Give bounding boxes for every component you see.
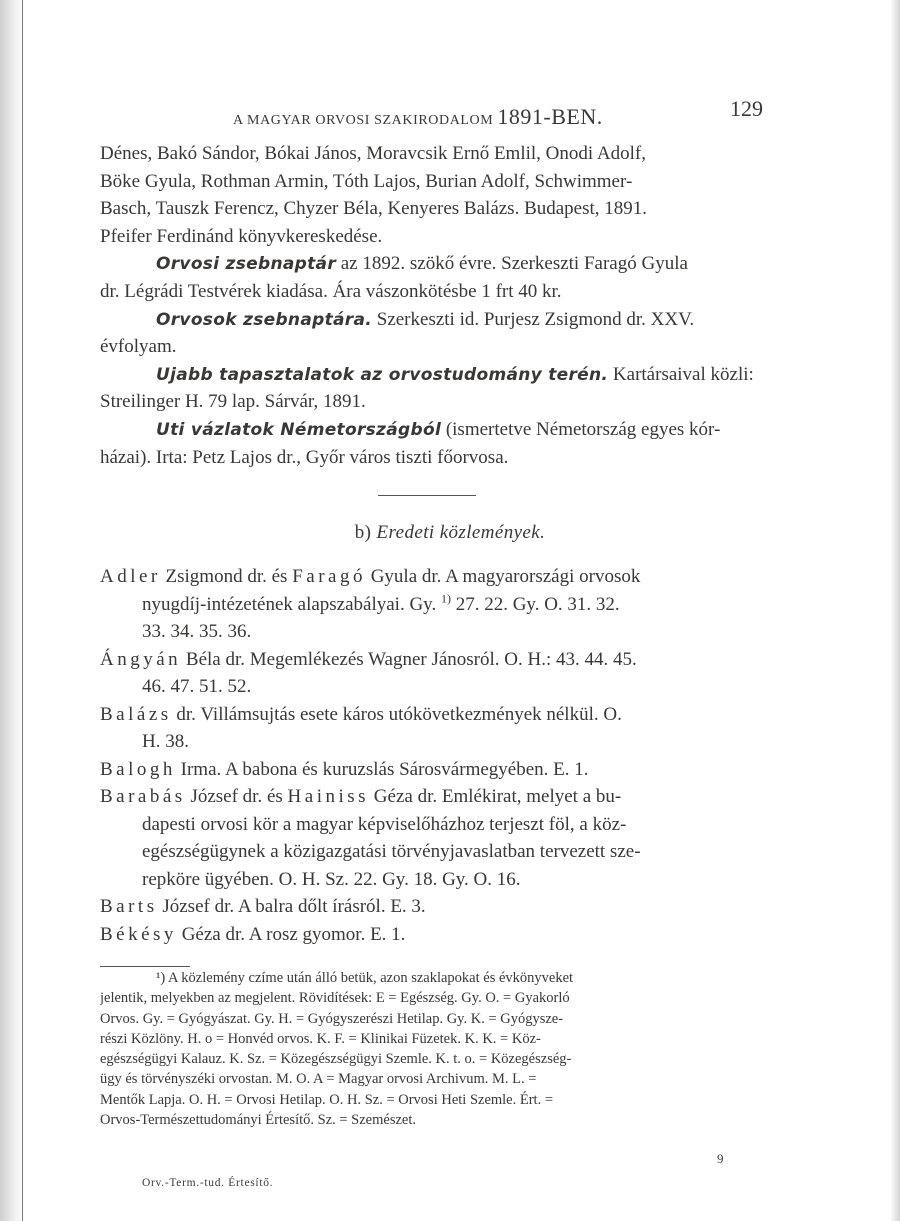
- bib-line: Streilinger H. 79 lap. Sárvár, 1891.: [100, 391, 366, 413]
- list-item-cont: egészségügynek a közigazgatási törvényjavaslatban tervezett sze-: [142, 841, 641, 862]
- list-item: Békésy Géza dr. A rosz gyomor. E. 1.: [100, 923, 406, 945]
- footnote-line: egészségügyi Kalauz. K. Sz. = Közegészségügyi Szemle. K. t. o. = Közegészség-: [100, 1051, 572, 1068]
- bib-line: Dénes, Bakó Sándor, Bókai János, Moravcsik Ernő Emlil, Onodi Adolf,: [100, 143, 646, 164]
- bib-line: Böke Gyula, Rothman Armin, Tóth Lajos, Burian Adolf, Schwimmer-: [100, 170, 633, 192]
- bib-entry-title: Ujabb tapasztalatok az orvostudomány terén.: [156, 364, 609, 385]
- list-item-cont: repköre ügyében. O. H. Sz. 22. Gy. 18. Gy. O. 16.: [142, 868, 521, 890]
- running-title: A MAGYAR ORVOSI SZAKIRODALOM 1891-BEN.: [233, 104, 603, 129]
- section-divider: [378, 495, 476, 496]
- bib-entry-title: Uti vázlatok Németországból: [156, 419, 442, 440]
- author-name: Barts: [100, 896, 158, 917]
- author-name: Ángyán: [100, 648, 182, 670]
- list-item-cont: nyugdíj-intézetének alapszabályai. Gy. $^{1)}$ 27. 22. Gy. O. 31. 32.: [142, 591, 620, 615]
- footnote-line: Orvos. Gy. = Gyógyászat. Gy. H. = Gyógyszerészi Hetilap. Gy. K. = Gyógysze-: [100, 1010, 564, 1027]
- bib-entry: Orvosi zsebnaptár az 1892. szökő évre. Szerkeszti Faragó Gyula: [156, 253, 688, 275]
- footnote-line: részi Közlöny. H. o = Honvéd orvos. K. F. = Klinikai Füzetek. K. K. = Köz-: [100, 1030, 541, 1047]
- list-item: Barts József dr. A balra dőlt írásról. E. 3.: [100, 896, 426, 917]
- author-name: Békésy: [100, 923, 177, 945]
- page-number: 129: [730, 96, 763, 121]
- bib-line: házai). Irta: Petz Lajos dr., Győr város tiszti főorvosa.: [100, 446, 509, 468]
- footnote-line: ügy és törvényszéki orvostan. M. O. A = Magyar orvosi Archivum. M. L. =: [100, 1071, 537, 1088]
- scan-edge-shadow-right: [890, 0, 900, 1221]
- footnote-ref: 1): [440, 591, 451, 606]
- section-heading-title: Eredeti közlemények.: [376, 522, 546, 543]
- running-title-year: 1891-BEN.: [497, 104, 603, 129]
- bib-entry-title: Orvosok zsebnaptára.: [156, 309, 372, 330]
- running-header: [233, 96, 763, 129]
- bib-line: Basch, Tauszk Ferencz, Chyzer Béla, Kenyeres Balázs. Budapest, 1891.: [100, 198, 648, 220]
- footnote-line: Mentők Lapja. O. H. = Orvosi Hetilap. O. H. Sz. = Orvosi Heti Szemle. Ért. =: [100, 1091, 554, 1108]
- bibliography-block: [100, 140, 770, 471]
- author-name: Faragó: [292, 566, 366, 587]
- bib-line: dr. Légrádi Testvérek kiadása. Ára vászonkötésbe 1 frt 40 kr.: [100, 280, 562, 302]
- author-name: Adler: [100, 566, 161, 587]
- list-item: Balázs dr. Villámsujtás esete káros utókövetkezmények nélkül. O.: [100, 703, 622, 725]
- footnote-divider: [100, 966, 190, 967]
- bib-line: Pfeifer Ferdinánd könyvkereskedése.: [100, 225, 383, 247]
- bib-entry: Orvosok zsebnaptára. Szerkeszti id. Purjesz Zsigmond dr. XXV.: [156, 308, 695, 330]
- signature-mark: 9: [717, 1151, 724, 1166]
- list-item-cont: 46. 47. 51. 52.: [142, 676, 252, 697]
- list-item: Adler Zsigmond dr. és Faragó Gyula dr. A magyarországi orvosok: [100, 566, 641, 587]
- bib-entry-title: Orvosi zsebnaptár: [156, 254, 336, 275]
- list-item-cont: dapesti orvosi kör a magyar képviselőházhoz terjeszt föl, a köz-: [142, 813, 627, 835]
- author-name: Balogh: [100, 758, 176, 780]
- list-item-cont: H. 38.: [142, 731, 189, 752]
- author-name: Balázs: [100, 703, 172, 725]
- list-item-cont: 33. 34. 35. 36.: [142, 621, 252, 642]
- bib-line: évfolyam.: [100, 336, 177, 358]
- author-name: Barabás: [100, 786, 186, 807]
- footnote-block: [100, 968, 780, 1130]
- bib-entry: Ujabb tapasztalatok az orvostudomány terén. Kartársaival közli:: [156, 363, 754, 385]
- footnote-line: jelentik, melyekben az megjelent. Rövidítések: E = Egészség. Gy. O. = Gyakorló: [100, 990, 570, 1007]
- footnote-line: Orvos-Természettudományi Értesítő. Sz. = Szemészet.: [100, 1112, 417, 1129]
- list-item: Balogh Irma. A babona és kuruzslás Sárosvármegyében. E. 1.: [100, 758, 589, 780]
- list-item: Barabás József dr. és Hainiss Géza dr. Emlékirat, melyet a bu-: [100, 786, 622, 807]
- footnote-line: ¹) A közlemény czíme után álló betük, azon szaklapokat és évkönyveket: [156, 970, 574, 986]
- scan-edge-line: [22, 0, 23, 1221]
- bib-entry: Uti vázlatok Németországból (ismertetve Németország egyes kór-: [156, 418, 721, 440]
- author-name: Hainiss: [287, 786, 370, 807]
- signature-line: Orv.-Term.-tud. Értesítő.: [142, 1177, 274, 1189]
- list-item: Ángyán Béla dr. Megemlékezés Wagner Jánosról. O. H.: 43. 44. 45.: [100, 648, 637, 670]
- section-heading: b) Eredeti közlemények.: [354, 522, 546, 543]
- scan-edge-shadow: [0, 0, 24, 1221]
- entries-list: [100, 563, 780, 948]
